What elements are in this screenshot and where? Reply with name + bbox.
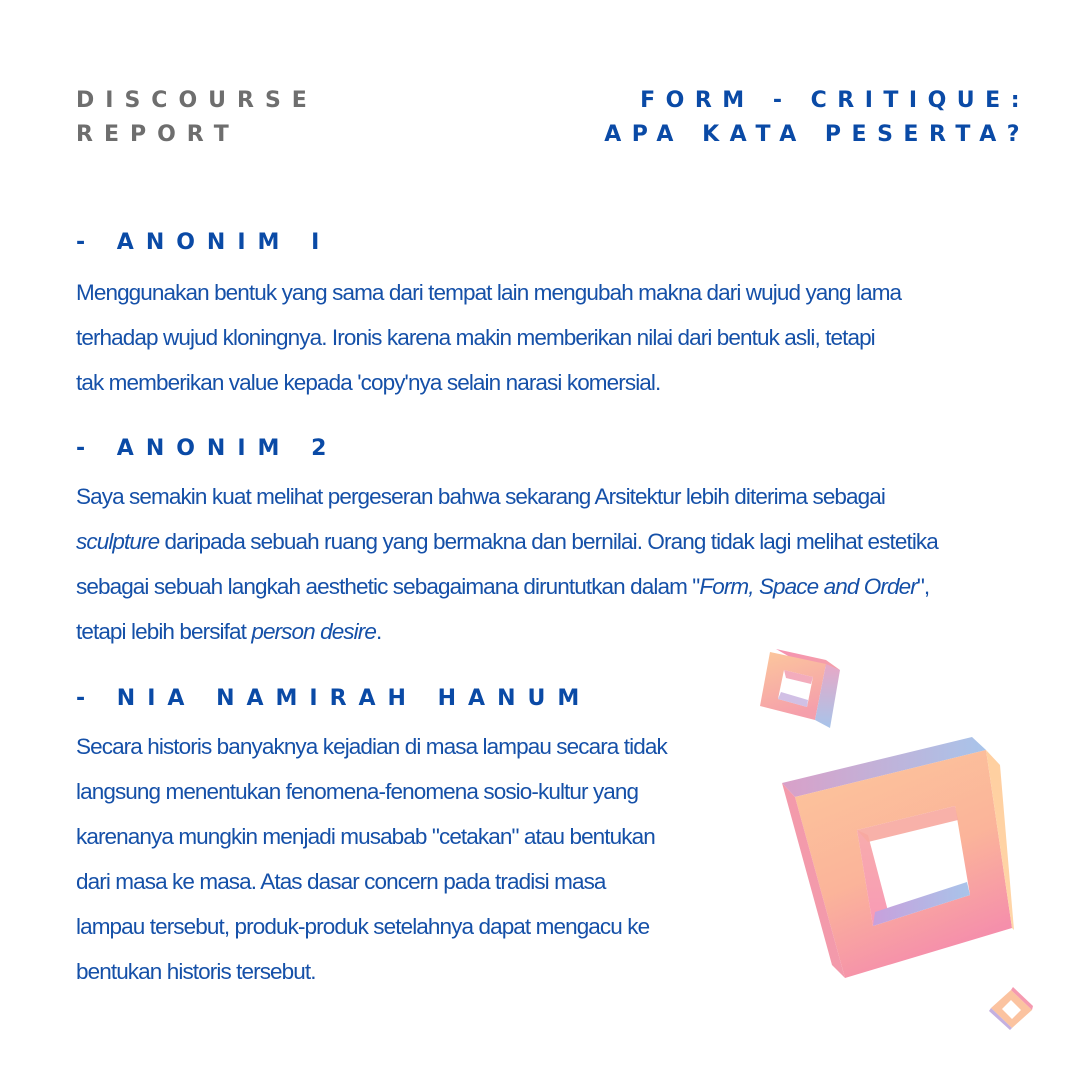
body-line: terhadap wujud kloningnya. Ironis karena makin memberikan nilai dari bentuk asli, tetapi [76, 325, 875, 350]
body-line: tak memberikan value kepada 'copy'nya selain narasi komersial. [76, 370, 661, 395]
body-line-post: . [375, 619, 382, 644]
body-line: Saya semakin kuat melihat pergeseran bahwa sekarang Arsitektur lebih diterima sebagai [76, 484, 885, 509]
report-label-line-1: DISCOURSE [76, 88, 318, 113]
section-title-anonim-2: - ANONIM 2 [76, 436, 339, 461]
page-title-line-2: APA KATA PESERTA? [604, 122, 1030, 147]
small-frame-shape [760, 649, 840, 728]
body-line: bentukan historis tersebut. [76, 959, 316, 984]
italic-book-title: Form, Space and Order [699, 574, 917, 599]
section-title-anonim-1: - ANONIM I [76, 230, 332, 255]
body-line-pre: sebagai sebuah langkah aesthetic sebagaimana diruntutkan dalam " [76, 574, 700, 599]
tiny-frame-shape [989, 987, 1033, 1030]
italic-term: person desire [251, 619, 376, 644]
body-line: dari masa ke masa. Atas dasar concern pada tradisi masa [76, 869, 606, 894]
section-title-nia-namirah-hanum: - NIA NAMIRAH HANUM [76, 686, 592, 711]
body-line: Menggunakan bentuk yang sama dari tempat lain mengubah makna dari wujud yang lama [76, 280, 902, 305]
page-title-line-1: FORM - CRITIQUE: [640, 88, 1030, 113]
body-line-pre: tetapi lebih bersifat [76, 619, 252, 644]
report-label-line-2: REPORT [76, 122, 240, 147]
body-line: karenanya mungkin menjadi musabab "cetakan" atau bentukan [76, 824, 655, 849]
body-line-post: ", [916, 574, 930, 599]
italic-term: sculpture [76, 529, 160, 554]
body-line-rest: daripada sebuah ruang yang bermakna dan bernilai. Orang tidak lagi melihat estetika [159, 529, 938, 554]
large-frame-shape [782, 737, 1014, 978]
body-line: Secara historis banyaknya kejadian di masa lampau secara tidak [76, 734, 667, 759]
body-line: lampau tersebut, produk-produk setelahnya dapat mengacu ke [76, 914, 650, 939]
body-line: langsung menentukan fenomena-fenomena sosio-kultur yang [76, 779, 639, 804]
